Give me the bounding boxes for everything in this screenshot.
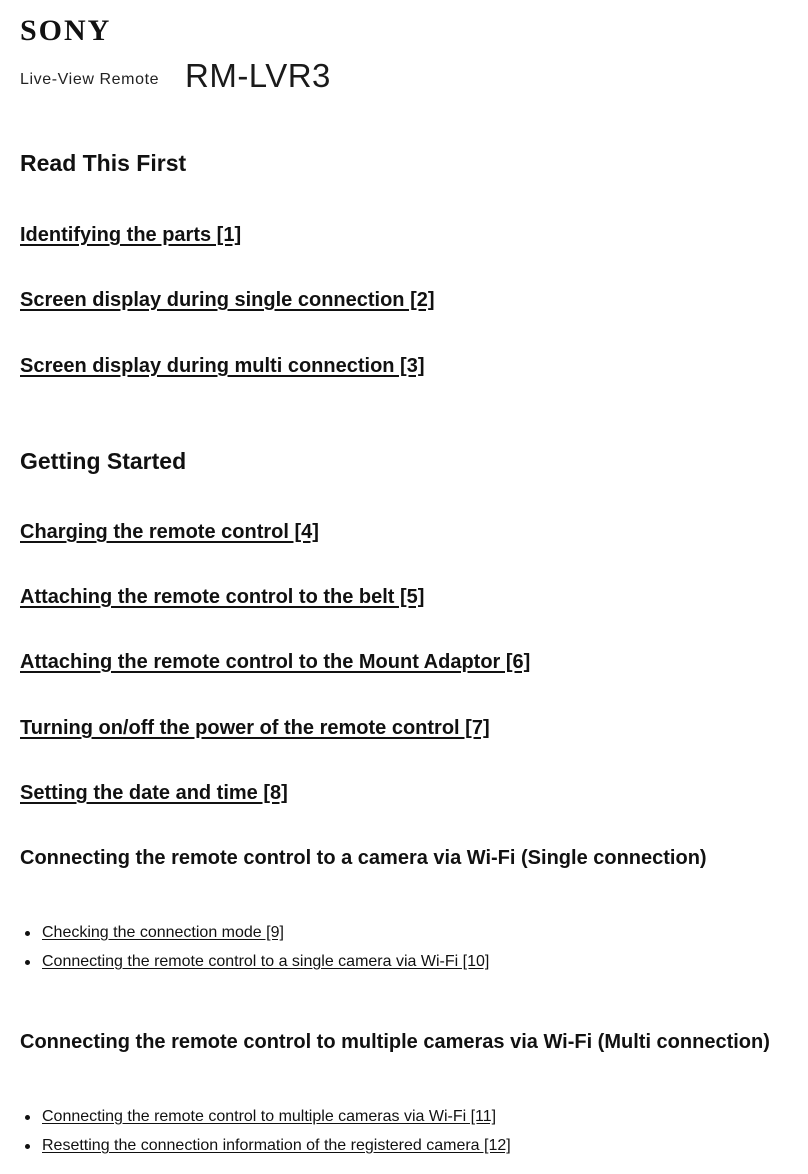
- subheading-single-connection: Connecting the remote control to a camera via Wi-Fi (Single connection): [20, 847, 707, 869]
- bullet-icon: [25, 1115, 30, 1120]
- product-line: Live-View Remote: [20, 71, 160, 88]
- link-power[interactable]: Turning on/off the power of the remote control [7]: [20, 717, 490, 739]
- list-item: [20, 1107, 511, 1136]
- multi-connection-list: [20, 1107, 511, 1165]
- single-connection-list: [20, 923, 489, 981]
- list-item: [20, 923, 489, 952]
- link-connect-single-camera[interactable]: Connecting the remote control to a single camera via Wi-Fi [10]: [42, 953, 490, 970]
- link-reset-registered-camera[interactable]: Resetting the connection information of the registered camera [12]: [42, 1137, 511, 1154]
- link-attach-mount[interactable]: Attaching the remote control to the Mount Adaptor [6]: [20, 651, 531, 673]
- section-title-getting-started: Getting Started: [20, 448, 187, 474]
- bullet-icon: [25, 960, 30, 965]
- bullet-icon: [25, 931, 30, 936]
- link-attach-belt[interactable]: Attaching the remote control to the belt [5]: [20, 586, 425, 608]
- link-identifying-parts[interactable]: Identifying the parts [1]: [20, 224, 242, 246]
- link-charging[interactable]: Charging the remote control [4]: [20, 521, 319, 543]
- link-screen-single[interactable]: Screen display during single connection [2]: [20, 289, 435, 311]
- link-connect-multiple-cameras[interactable]: Connecting the remote control to multiple cameras via Wi-Fi [11]: [42, 1108, 497, 1125]
- section-title-read-this-first: Read This First: [20, 150, 187, 176]
- link-check-connection-mode[interactable]: Checking the connection mode [9]: [42, 924, 284, 941]
- sony-logo: SONY: [20, 14, 112, 47]
- list-item: [20, 952, 489, 981]
- model-name: RM-LVR3: [185, 57, 331, 94]
- link-date-time[interactable]: Setting the date and time [8]: [20, 782, 288, 804]
- list-item: [20, 1136, 511, 1165]
- bullet-icon: [25, 1144, 30, 1149]
- subheading-multi-connection: Connecting the remote control to multiple cameras via Wi-Fi (Multi connection): [20, 1031, 770, 1053]
- link-screen-multi[interactable]: Screen display during multi connection [3]: [20, 355, 425, 377]
